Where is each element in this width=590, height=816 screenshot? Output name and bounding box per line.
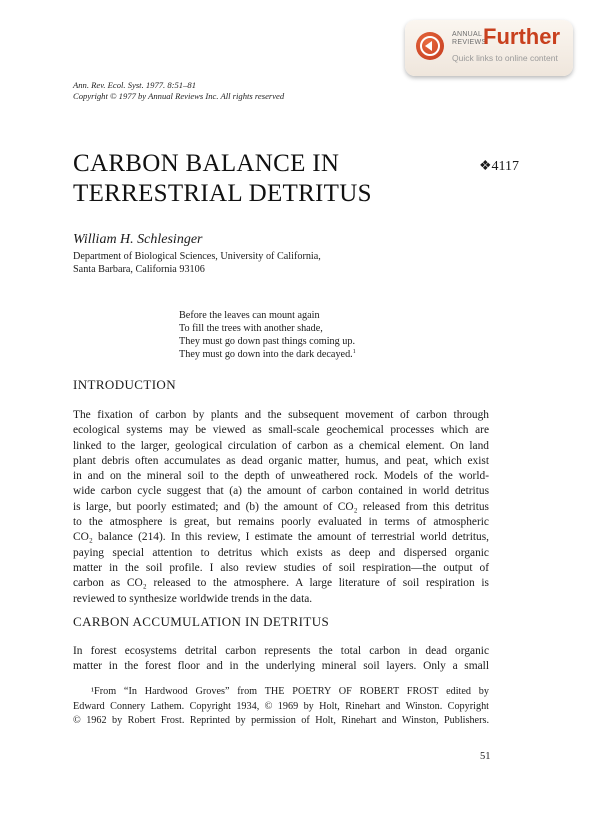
play-back-icon: [416, 32, 444, 60]
carbon-accumulation-paragraph: [73, 644, 489, 675]
paragraph-line: carbon as CO₂ released to the atmosphere. A large literature of soil respiration is: [73, 577, 489, 590]
paragraph-line: plant debris often accumulates as dead organic matter, humus, and peat, which exist: [73, 454, 489, 467]
article-title-line-2: TERRESTRIAL DETRITUS: [73, 180, 372, 207]
footnote-line: Edward Connery Lathem. Copyright 1934, © 1969 by Holt, Rinehart and Winston. Copyright: [73, 700, 489, 712]
article-number: ❖4117: [479, 159, 520, 174]
paragraph-line: ecological systems may be viewed as small-scale geochemical processes which are: [73, 424, 489, 437]
affiliation-line-1: Department of Biological Sciences, University of California,: [73, 251, 321, 262]
paragraph-line: In forest ecosystems detrital carbon represents the total carbon in dead organic: [73, 645, 489, 657]
paragraph-line: CO₂ balance (214). In this review, I estimate the amount of terrestrial world detritus,: [73, 531, 489, 544]
paragraph-line: reviewed to synthesize worldwide trends in the data.: [73, 592, 313, 605]
footnote-line: ¹From “In Hardwood Groves” from THE POETRY OF ROBERT FROST edited by: [91, 686, 489, 697]
author-name: William H. Schlesinger: [73, 232, 203, 247]
paragraph-line: matter in the soil profile. I also review studies of soil respiration—the output of: [73, 561, 489, 574]
epigraph-line: To fill the trees with another shade,: [179, 323, 323, 334]
copyright-line: Copyright © 1977 by Annual Reviews Inc. All rights reserved: [73, 91, 285, 101]
paragraph-line: in and on the mineral soil to the depth of unweathered rock. Models of the world-: [73, 470, 489, 483]
paragraph-line: linked to the larger, geological circulation of carbon as a chemical element. On land: [73, 439, 489, 452]
badge-publisher-label: ANNUAL REVIEWS: [452, 31, 487, 46]
section-heading-carbon-accumulation: CARBON ACCUMULATION IN DETRITUS: [73, 614, 330, 629]
badge-subtitle: Quick links to online content: [452, 53, 558, 63]
epigraph-line: Before the leaves can mount again: [179, 310, 320, 321]
footnote-marker: 1: [352, 349, 356, 355]
badge-further-label: Further: [483, 24, 560, 49]
epigraph-line: They must go down past things coming up.: [179, 336, 356, 347]
journal-citation: Ann. Rev. Ecol. Syst. 1977. 8:51–81: [73, 80, 196, 90]
paragraph-line: matter in the forest floor and in the underlying mineral soil layers. Only a small: [73, 660, 489, 673]
annual-reviews-further-badge[interactable]: [405, 20, 573, 76]
paragraph-line: The fixation of carbon by plants and the subsequent movement of carbon through: [73, 409, 489, 421]
introduction-paragraph: [73, 408, 489, 607]
affiliation-line-2: Santa Barbara, California 93106: [73, 264, 205, 275]
article-title-line-1: CARBON BALANCE IN: [73, 150, 340, 177]
paragraph-line: is large, but poorly estimated; and (b) the amount of CO₂ released from this detritus: [73, 500, 489, 513]
footnote: [73, 685, 489, 729]
paragraph-line: paying special attention to detritus which exists as deep and dispersed organic: [73, 546, 489, 559]
section-heading-introduction: INTRODUCTION: [73, 377, 177, 392]
epigraph-line: They must go down into the dark decayed.$^1$: [179, 349, 356, 360]
footnote-line: © 1962 by Robert Frost. Reprinted by permission of Holt, Rinehart and Winston, Publishers.: [73, 715, 489, 726]
paragraph-line: to the atmosphere is great, but remains poorly evaluated in terms of atmospheric: [73, 516, 489, 529]
page-number: 51: [480, 751, 491, 762]
paragraph-line: wide carbon cycle suggest that (a) the amount of carbon contained in world detritus: [73, 485, 489, 498]
